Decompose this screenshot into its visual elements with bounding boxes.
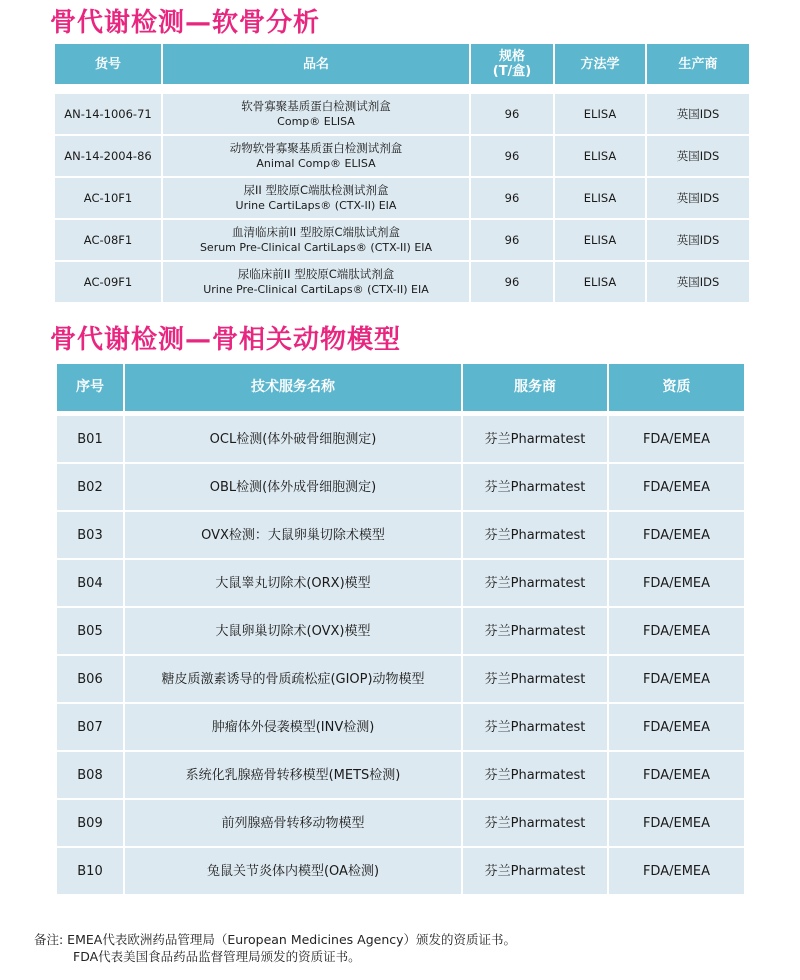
- service-name: 系统化乳腺癌骨转移模型(METS检测): [125, 752, 461, 798]
- product-name-en: Urine Pre-Clinical CartiLaps® (CTX-II) EIA: [203, 283, 429, 296]
- service-qualification: FDA/EMEA: [609, 608, 744, 654]
- table-header-row: [57, 364, 744, 411]
- table-row: [57, 560, 744, 606]
- product-name: [163, 136, 469, 176]
- table-row: [57, 704, 744, 750]
- table-row: [57, 656, 744, 702]
- table-row: [57, 752, 744, 798]
- product-name: [163, 94, 469, 134]
- service-no: B06: [57, 656, 123, 702]
- product-spec: 96: [471, 136, 553, 176]
- table-header-row: [55, 44, 749, 84]
- service-qualification: FDA/EMEA: [609, 656, 744, 702]
- table-row: [57, 512, 744, 558]
- product-name: [163, 262, 469, 302]
- table-row: [57, 464, 744, 510]
- product-code: AC-09F1: [55, 262, 161, 302]
- product-name-cn: 尿II 型胶原C端肽检测试剂盒: [243, 183, 389, 197]
- product-method: ELISA: [555, 178, 645, 218]
- service-provider: 芬兰Pharmatest: [463, 752, 607, 798]
- product-spec: 96: [471, 94, 553, 134]
- service-name: OBL检测(体外成骨细胞测定): [125, 464, 461, 510]
- header-spec-line1: 规格: [498, 49, 525, 64]
- product-name-cn: 软骨寡聚基质蛋白检测试剂盒: [241, 99, 391, 113]
- product-name-cn: 动物软骨寡聚基质蛋白检测试剂盒: [229, 141, 403, 155]
- service-no: B04: [57, 560, 123, 606]
- spacer-cell: [57, 413, 123, 414]
- spacer-cell: [471, 86, 553, 92]
- service-provider: 芬兰Pharmatest: [463, 608, 607, 654]
- product-spec: 96: [471, 262, 553, 302]
- product-maker: 英国IDS: [647, 136, 749, 176]
- service-name: OCL检测(体外破骨细胞测定): [125, 416, 461, 462]
- service-qualification: FDA/EMEA: [609, 416, 744, 462]
- spacer-cell: [163, 86, 469, 92]
- product-name-en: Urine CartiLaps® (CTX-II) EIA: [235, 199, 397, 212]
- table-spacer: [55, 86, 749, 92]
- table-row: [55, 94, 749, 134]
- product-name: [163, 220, 469, 260]
- table-row: [57, 608, 744, 654]
- product-name-cn: 尿临床前II 型胶原C端肽试剂盒: [237, 267, 395, 281]
- header-maker: 生产商: [647, 44, 749, 84]
- product-name-cn: 血清临床前II 型胶原C端肽试剂盒: [232, 225, 400, 239]
- service-no: B09: [57, 800, 123, 846]
- service-provider: 芬兰Pharmatest: [463, 560, 607, 606]
- table-row: [55, 220, 749, 260]
- header-name: 品名: [163, 44, 469, 84]
- spacer-cell: [55, 86, 161, 92]
- product-spec: 96: [471, 178, 553, 218]
- header-spec-line2: (T/盒): [492, 64, 532, 79]
- product-maker: 英国IDS: [647, 262, 749, 302]
- service-no: B07: [57, 704, 123, 750]
- product-method: ELISA: [555, 220, 645, 260]
- product-name-en: Animal Comp® ELISA: [256, 157, 376, 170]
- service-qualification: FDA/EMEA: [609, 848, 744, 894]
- service-no: B02: [57, 464, 123, 510]
- service-no: B10: [57, 848, 123, 894]
- header-provider: 服务商: [463, 364, 607, 411]
- service-provider: 芬兰Pharmatest: [463, 512, 607, 558]
- product-code: AC-10F1: [55, 178, 161, 218]
- spacer-cell: [463, 413, 607, 414]
- product-maker: 英国IDS: [647, 94, 749, 134]
- spacer-cell: [125, 413, 461, 414]
- product-method: ELISA: [555, 262, 645, 302]
- service-provider: 芬兰Pharmatest: [463, 800, 607, 846]
- service-provider: 芬兰Pharmatest: [463, 656, 607, 702]
- table-row: [55, 262, 749, 302]
- header-qualification: 资质: [609, 364, 744, 411]
- service-name: 糖皮质激素诱导的骨质疏松症(GIOP)动物模型: [125, 656, 461, 702]
- service-qualification: FDA/EMEA: [609, 512, 744, 558]
- header-method: 方法学: [555, 44, 645, 84]
- footnote: [34, 931, 516, 965]
- service-qualification: FDA/EMEA: [609, 464, 744, 510]
- section2-title: 骨代谢检测—骨相关动物模型: [50, 325, 402, 355]
- table-row: [57, 416, 744, 462]
- product-spec: 96: [471, 220, 553, 260]
- cartilage-products-table: [53, 42, 751, 304]
- spacer-cell: [609, 413, 744, 414]
- service-no: B08: [57, 752, 123, 798]
- product-name: [163, 178, 469, 218]
- header-code: 货号: [55, 44, 161, 84]
- spacer-cell: [647, 86, 749, 92]
- table-spacer: [57, 413, 744, 414]
- service-name: 大鼠卵巢切除术(OVX)模型: [125, 608, 461, 654]
- product-code: AC-08F1: [55, 220, 161, 260]
- footnote-line2: FDA代表美国食品药品监督管理局颁发的资质证书。: [73, 949, 361, 964]
- service-provider: 芬兰Pharmatest: [463, 464, 607, 510]
- table-row: [57, 800, 744, 846]
- service-name: 肿瘤体外侵袭模型(INV检测): [125, 704, 461, 750]
- header-service: 技术服务名称: [125, 364, 461, 411]
- product-method: ELISA: [555, 94, 645, 134]
- service-qualification: FDA/EMEA: [609, 560, 744, 606]
- product-name-en: Comp® ELISA: [277, 115, 355, 128]
- footnote-line1: 备注: EMEA代表欧洲药品管理局（European Medicines Agency）颁发的资质证书。: [34, 932, 517, 947]
- service-provider: 芬兰Pharmatest: [463, 848, 607, 894]
- service-no: B05: [57, 608, 123, 654]
- header-spec: [471, 44, 553, 84]
- service-no: B03: [57, 512, 123, 558]
- service-qualification: FDA/EMEA: [609, 800, 744, 846]
- spacer-cell: [555, 86, 645, 92]
- section1-title: 骨代谢检测—软骨分析: [50, 8, 321, 38]
- table-row: [55, 178, 749, 218]
- service-name: OVX检测：大鼠卵巢切除术模型: [125, 512, 461, 558]
- service-provider: 芬兰Pharmatest: [463, 704, 607, 750]
- service-name: 前列腺癌骨转移动物模型: [125, 800, 461, 846]
- product-code: AN-14-1006-71: [55, 94, 161, 134]
- service-name: 大鼠睾丸切除术(ORX)模型: [125, 560, 461, 606]
- service-qualification: FDA/EMEA: [609, 704, 744, 750]
- animal-models-table: [55, 362, 746, 896]
- service-qualification: FDA/EMEA: [609, 752, 744, 798]
- product-name-en: Serum Pre-Clinical CartiLaps® (CTX-II) EIA: [199, 241, 433, 254]
- product-method: ELISA: [555, 136, 645, 176]
- product-maker: 英国IDS: [647, 178, 749, 218]
- service-provider: 芬兰Pharmatest: [463, 416, 607, 462]
- table-row: [55, 136, 749, 176]
- service-name: 兔鼠关节炎体内模型(OA检测): [125, 848, 461, 894]
- service-no: B01: [57, 416, 123, 462]
- product-code: AN-14-2004-86: [55, 136, 161, 176]
- header-no: 序号: [57, 364, 123, 411]
- table-row: [57, 848, 744, 894]
- product-maker: 英国IDS: [647, 220, 749, 260]
